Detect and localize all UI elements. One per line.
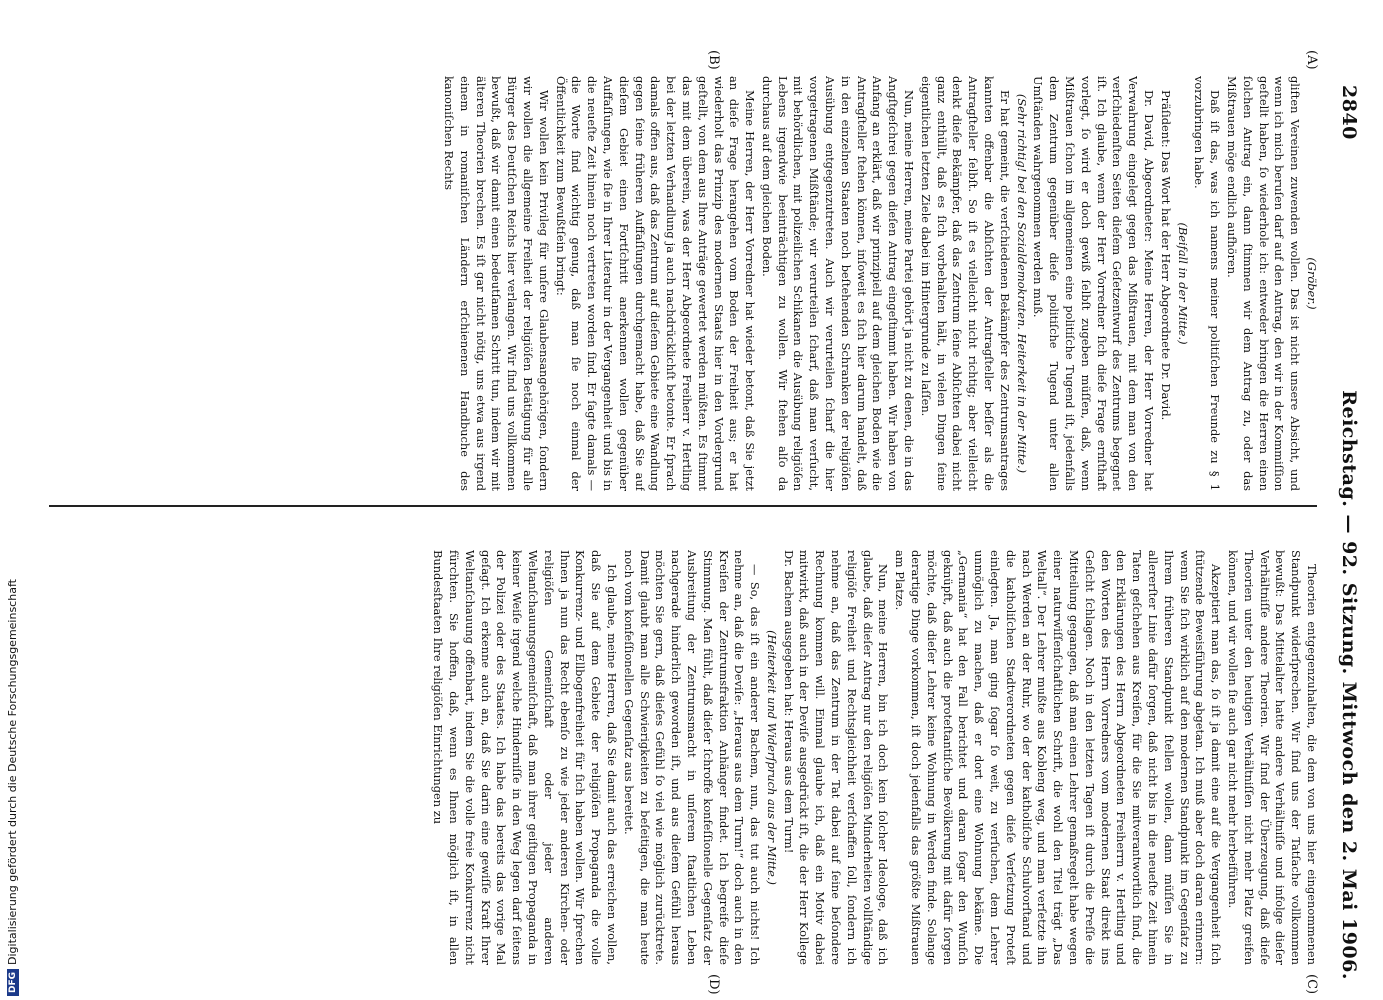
margin-marker-c: (C) [1304, 974, 1319, 995]
margin-marker-d: (D) [706, 974, 721, 995]
credit-text: Digitalisierung gefördert durch die Deutsche Forschungsgemeinschaft [6, 579, 19, 965]
paragraph: Nun, meine Herren, bin ich doch kein ſolcher Ideologe, daß ich glaube, daß dieſer Antrag nur den religiöſen Minderheiten vollſtändige religiöſe Freiheit und Rechtsgleichheit verſchaffen ſoll, ſondern ich nehme an, daß das Zentrum in der Tat dabei auf ſeine beſondere Rechnung kommen will. Einmal glaube ich, daß ein Motiv dabei mitwirkt, daß auch in der Deviſe ausgedrückt iſt, die der Herr Kollege Dr. Bachem ausgegeben hat: Heraus aus dem Turm! [781, 550, 891, 965]
paragraph: Dr. David, Abgeordneter: Meine Herren, der Herr Vorredner hat Verwahrung eingelegt gegen das Mißtrauen, mit dem man von den verſchiedenſten Seiten dieſem Geſetzentwurf des Zentrums begegnet iſt. Ich glaube, wenn der Herr Vorredner ſich dieſe Frage ernſthaft vorlegt, ſo wird er doch gewiß ſelbſt zugeben müſſen, daß, wenn Mißtrauen ſchon im allgemeinen eine politiſche Tugend iſt, jedenfalls dem Zentrum gegenüber dieſe politiſche Tugend unter allen Umſtänden wahrgenommen werden muß. [1031, 76, 1157, 491]
paragraph: Daß iſt das, was ich namens meiner politiſchen Freunde zu § 1 vorzubringen habe. [1192, 76, 1223, 491]
paragraph: (Heiterkeit und Widerſpruch aus der Mitte.) [764, 630, 779, 885]
paragraph: Meine Herren, der Herr Vorredner hat wieder betont, daß Sie jetzt an dieſe Frage herangehen vom Boden der Freiheit aus; er hat wiederholt das Prinzip des modernen Staats hier in den Vordergrund geſtellt, von dem aus Ihre Anträge gewertet werden müßten. Es ſtimmt das mit dem überein, was der Herr Abgeordnete Freiherr v. Hertling bei der letzten Verhandlung ja auch nachdrücklichſt betonte. Er ſprach damals offen aus, daß das Zentrum auf dieſem Gebiete eine Wandlung gegen ſeine früheren Auffaſſungen durchgemacht habe, daß Sie auf dieſem Gebiet einen Fortſchritt anerkennen wollen gegenüber Auffaſſungen, wie ſie in Ihrer Literatur in der Vergangenheit und bis in die neueſte Zeit hinein noch vertreten worden ſind. Er ſagte damals — die Worte ſind wichtig genug, daß man ſie noch einmal der Öffentlichkeit zum Bewußtſein bringt: [553, 76, 758, 491]
paragraph: — So, das iſt ein anderer Bachem, nun, das tut auch nichts! Ich nehme an, daß die Deviſe: „Heraus aus dem Turm!“ doch auch in den Kreiſen der Zentrumsfraktion Anhänger findet. Ich begreife dieſe Stimmung. Man fühlt, daß dieſer ſchroffe konfeſſionelle Gegenſatz der Ausbreitung der Zentrumsmacht in unſerem ſtaatlichen Leben nachgerade hinderlich geworden iſt, und aus dieſem Gefühl heraus möchten Sie gern, daß dieſes Gefühl ſo viel wie möglich zurücktrete. Damit glaubt man alle Schwierigkeiten zu beſeitigen, die man heute noch vom konfeſſionellen Gegenſatz aus bereitet. [621, 550, 763, 965]
paragraph: (Beifall in der Mitte.) [1175, 222, 1190, 345]
left-column [49, 76, 1319, 491]
paragraph: (Sehr richtig! bei den Sozialdemokraten. Heiterkeit in der Mitte.) [1014, 93, 1029, 474]
paragraph: Präſident: Das Wort hat der Herr Abgeordnete Dr. David. [1158, 90, 1173, 421]
paragraph: Akzeptiert man das, ſo iſt ja damit eine auf die Vergangenheit ſich ſtützende Beweisführung abgetan. Ich muß aber doch daran erinnern: wenn Sie ſich wirklich auf den modernen Standpunkt im Gegenſatz zu Ihrem früheren Standpunkt ſtellen wollen, dann müſſen Sie in allererſter Linie dafür ſorgen, daß nicht bis in die neueſte Zeit hinein Taten geſchehen aus Kreiſen, für die Sie mitverantwortlich ſind, die den Erklärungen des Herrn Abgeordneten Freiherrn v. Hertling und den Worten des Herrn Vorredners vom modernen Staat direkt ins Geſicht ſchlagen. Noch in den letzten Tagen iſt durch die Preſſe die Mitteilung gegangen, daß man einen Lehrer gemaßregelt habe wegen einer naturwiſſenſchaftlichen Schrift, die wohl den Titel trägt „Das Weltall“. Der Lehrer mußte aus Kobleng weg, und man verſetzte ihn nach Werden an der Ruhr, wo der der katholiſche Schulvorſtand und die katholiſchen Stadtverordneten gegen dieſe Verſetzung Proteſt einlegten. Ja, man ging ſogar ſo weit, zu verſuchen, dem Lehrer unmöglich zu machen, daß er dort eine Wohnung bekäme. Die „Germania“ hat den Fall berichtet und daran ſogar den Wunſch geknüpft, daß auch die proteſtantiſche Bevölkerung mit dafür ſorgen möchte, daß dieſer Lehrer keine Wohnung in Werden finde. Solange derartige Dinge vorkommen, iſt doch jedenfalls das größte Mißtrauen am Platze. [893, 550, 1224, 965]
page-title: Reichstag. — 92. Sitzung. [1338, 390, 1360, 675]
margin-marker-a: (A) [1304, 50, 1319, 70]
margin-marker-b: (B) [706, 50, 721, 70]
column-divider [49, 505, 1317, 507]
page-date: Mittwoch den 2. Mai 1906. [1338, 681, 1360, 980]
page-header [1332, 85, 1366, 980]
paragraph: (Gröber.) [1305, 257, 1319, 310]
paragraph: Nun, meine Herren, meine Partei gehört ja nicht zu denen, die in das Angſtgeſchrei gegen dieſen Antrag eingeſtimmt haben. Wir haben von Anfang an erklärt, daß wir prinzipiell auf dem gleichen Boden wie die Antragſteller ſtehen können, inſoweit es ſich hier darum handelt, daß in den einzelnen Staaten noch beſtehenden Schranken der religiöſen Ausübung entgegenzutreten. Auch wir verurteilen ſcharf die hier vorgetragenen Mißſtände; wir verurteilen ſcharf, daß man verſucht, mit behördlichen, mit polizeilichen Schikanen die Ausübung religiöſen Lebens irgendwie beeinträchtigen zu wollen. Wir ſtehen alſo da durchaus auf dem gleichen Boden. [759, 76, 917, 491]
paragraph: gliften Vereinen zuwenden wollen. Das ist nicht unsere Absicht, und wenn ich mich beruſen darf auf den Antrag, den wir in der Kommiſſion geſtellt haben, ſo wiederhole ich: entweder bringen die Herren einen ſolchen Antrag ein, dann ſtimmen wir dem Antrag zu, oder das Mißtrauen möge endlich aufhören. [1225, 76, 1303, 491]
right-column [49, 550, 1319, 965]
paragraph: Theorien entgegenzuhalten, die dem von uns hier eingenommenen Standpunkt widerſprechen. Wir ſind uns der Tatſache vollkommen bewußt: Das Mittelalter hatte andere Verhältniſſe und infolge dieſer Verhältniſſe andere Theorien. Wir ſind der Überzeugung, daß dieſe Theorien unter den heutigen Verhältniſſen nicht mehr Platz greifen können, und wir wollen ſie auch gar nicht mehr herbeiführen. [1226, 550, 1319, 965]
page-number: 2840 [1338, 85, 1360, 140]
paragraph: Ich glaube, meine Herren, daß Sie damit auch das erreichen wollen, daß Sie auf dem Gebiete der religiöſen Propaganda die volle Konkurrenz- und Ellbogenfreiheit für ſich haben wollen. Wir ſprechen Ihnen ja nun das Recht ebenſo zu wie jeder anderen Kirchen- oder religiöſen Gemeinſchaft oder jeder anderen Weltanſchauungsgemeinſchaft, daß man ihrer geiſtigen Propaganda in keiner Weiſe irgend welche Hinderniſſe in den Weg legen darf ſeitens der Polizei oder des Staates. Ich habe das bereits das vorige Mal geſagt. Ich erkenne auch an, daß Sie darin eine gewiſſe Kraft Ihrer Weltanſchauung offenbart, indem Sie die volle freie Konkurrenz nicht fürchten. Sie hoffen, daß, wenn es Ihnen möglich iſt, in allen Bundesſtaaten Ihre religiöſen Einrichtungen zu [431, 550, 619, 965]
dfg-logo: DFG [7, 969, 19, 996]
paragraph: Er hat gemeint, die verſchiedenen Bekämpfer des Zentrumsantrages kannten offenbar die Abſichten der Antragſteller beſſer als die Antragſteller ſelbſt. So iſt es vielleicht nicht richtig; aber vielleicht denkt dieſe Bekämpfer, daß das Zentrum ſeine Abſichten dabei nicht ganz enthüllt, daß es ſich vorbehalten hält, in vielen Dingen ſeine eigentlichen letzten Ziele dabei im Hintergrunde zu laſſen. [918, 76, 1012, 491]
paragraph: Wir wollen kein Privileg für unſere Glaubensangehörigen, ſondern wir wollen die allgemeine Freiheit der religiöſen Betätigung für alle Bürger des Deutſchen Reichs hier verlangen. Wir ſind uns vollkommen bewußt, daß wir damit einen bedeutſamen Schritt tun, indem wir mit älteren Theorien brechen. Es iſt gar nicht nötig, uns etwa aus irgend einem in romaniſchen Ländern erſchienenen Handbuche des kanoniſchen Rechts [441, 76, 551, 491]
